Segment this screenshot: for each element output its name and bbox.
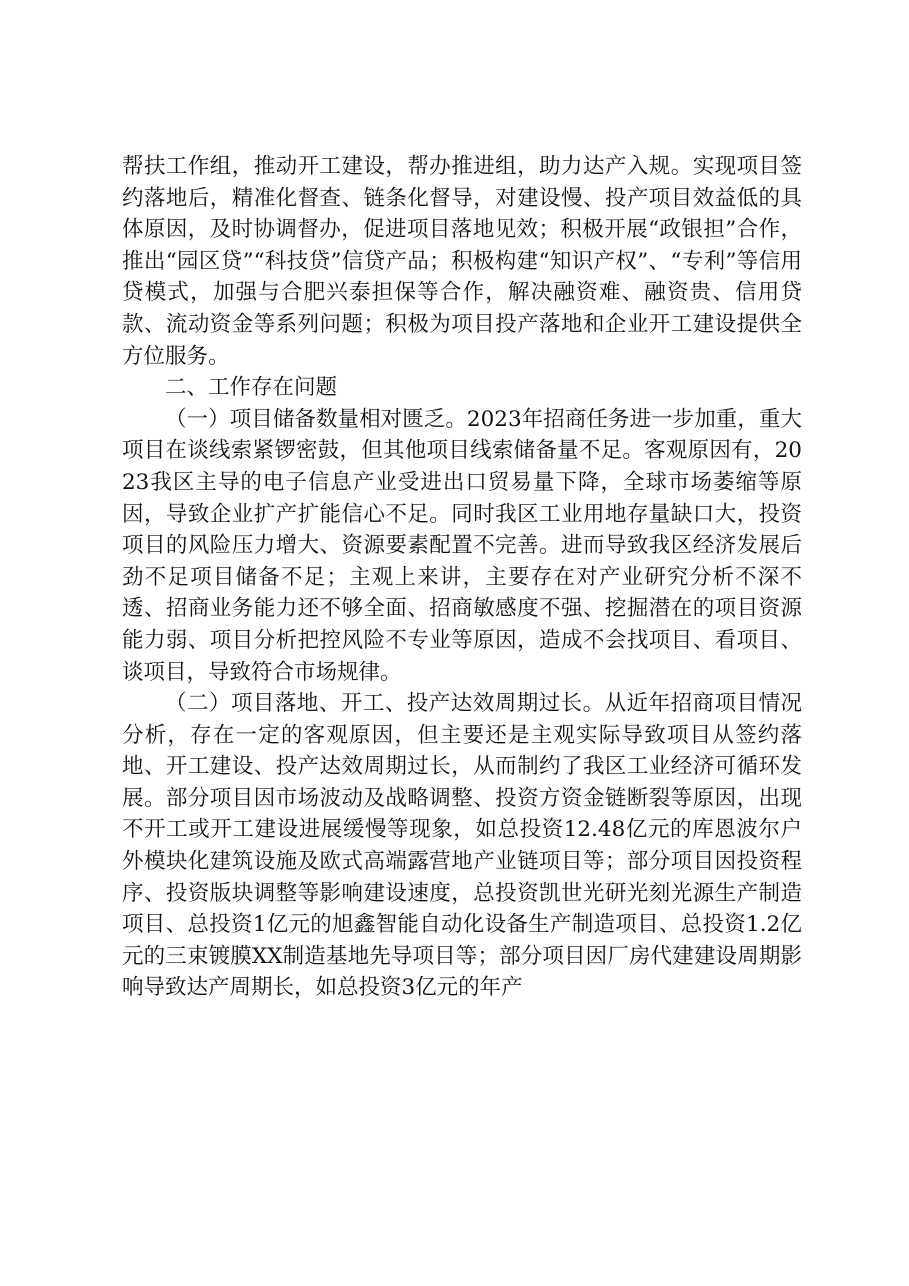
paragraph-issue-1: （一）项目储备数量相对匮乏。2023年招商任务进一步加重，重大项目在谈线索紧锣密鼓，但其他项目线索储备量不足。客观原因有，2023我区主导的电子信息产业受进出口贸易量下降，全球市场萎缩等原因，导致企业扩产扩能信心不足。同时我区工业用地存量缺口大，投资项目的风险压力增大、资源要素配置不完善。进而导致我区经济发展后劲不足项目储备不足；主观上来讲，主要存在对产业研究分析不深不透、招商业务能力还不够全面、招商敏感度不强、挖掘潜在的项目资源能力弱、项目分析把控风险不专业等原因，造成不会找项目、看项目、谈项目，导致符合市场规律。: [122, 406, 802, 685]
paragraph-issue-2: （二）项目落地、开工、投产达效周期过长。从近年招商项目情况分析，存在一定的客观原因，但主要还是主观实际导致项目从签约落地、开工建设、投产达效周期过长，从而制约了我区工业经济可循环发展。部分项目因市场波动及战略调整、投资方资金链断裂等原因，出现不开工或开工建设进展缓慢等现象，如总投资12.48亿元的库恩波尔户外模块化建筑设施及欧式高端露营地产业链项目等；部分项目因投资程序、投资版块调整等影响建设速度，总投资凯世光研光刻光源生产制造项目、总投资1亿元的旭鑫智能自动化设备生产制造项目、总投资1.2亿元的三束镀膜XX制造基地先导项目等；部分项目因厂房代建建设周期影响导致达产周期长，如总投资3亿元的年产: [122, 691, 802, 1001]
section-heading: 二、工作存在问题: [165, 375, 338, 401]
paragraph-continuation: 帮扶工作组，推动开工建设，帮办推进组，助力达产入规。实现项目签约落地后，精准化督查、链条化督导，对建设慢、投产项目效益低的具体原因，及时协调督办，促进项目落地见效；积极开展“政银担”合作，推出“园区贷”“科技贷”信贷产品；积极构建“知识产权”、“专利”等信用贷模式，加强与合肥兴泰担保等合作，解决融资难、融资贵、信用贷款、流动资金等系列问题；积极为项目投产落地和企业开工建设提供全方位服务。: [122, 154, 802, 369]
document-body: [122, 151, 802, 1004]
